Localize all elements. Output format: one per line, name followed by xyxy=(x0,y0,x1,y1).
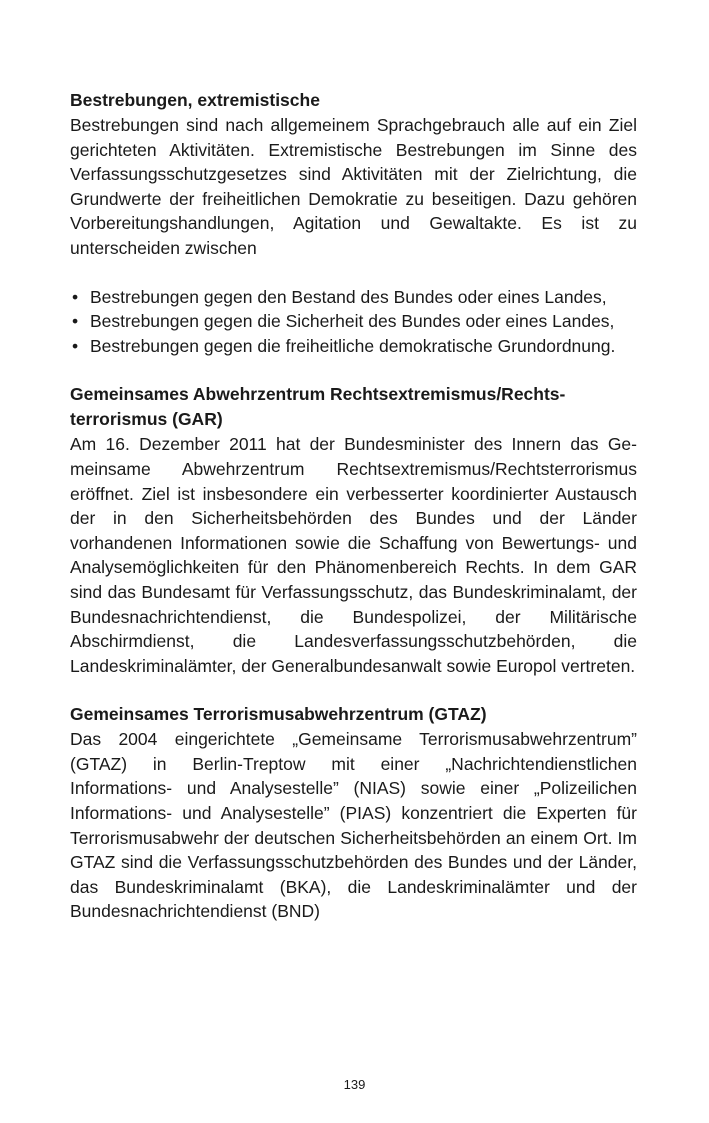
paragraph-spacer xyxy=(70,261,637,285)
section-heading: Gemeinsames Abwehrzentrum Rechtsextremismus/Rechtsterrorismus (GAR) xyxy=(70,384,566,430)
list-item xyxy=(70,309,637,334)
section-body: Bestrebungen sind nach allgemeinem Sprachgebrauch alle auf ein Ziel gerichteten Aktivitäten. Extremistische Bestrebungen im Sinne des Verfassungsschutzgesetzes sind Aktivitäten mit der Zielrichtung, die Grundwerte der freiheitlichen Demokratie zu beseitigen. Dazu gehören Vorbereitungshandlungen, Agitation und Gewaltakte. Es ist zu unterscheiden zwischen xyxy=(70,115,637,258)
bullet-icon: • xyxy=(72,286,79,307)
section-body: Das 2004 eingerichtete „Gemeinsame Terrorismusabwehrzentrum” (GTAZ) in Berlin-Treptow mit einer „Nachrichtendienstlichen Informations- und Analysestelle” (NIAS) sowie einer „Polizeilichen Informations- und Analysestelle” (PIAS) konzentriert die Experten für Terrorismusabwehr der deutschen Sicherheitsbehörden an einem Ort. Im GTAZ sind die Verfassungsschutzbehörden des Bundes und der Länder, das Bundeskriminalamt (BKA), die Landeskriminalämter und der Bundesnachrichtendienst (BND) xyxy=(70,729,637,922)
section-body: Am 16. Dezember 2011 hat der Bundesminister des Innern das Gemeinsame Abwehrzentrum Rechtsextremismus/Rechtsterrorismus eröffnet. Ziel ist insbesondere ein verbesserter koordinierter Austausch der in den Sicherheitsbehörden des Bundes und der Länder vorhandenen Informationen sowie die Schaffung von Bewertungs- und Analysemöglichkeiten für den Phänomenbereich Rechts. In dem GAR sind das Bundesamt für Verfassungsschutz, das Bundeskriminalamt, der Bundesnachrichtendienst, die Bundespolizei, der Militärische Abschirmdienst, die Landesverfassungsschutzbehörden, die Landeskriminalämter, der Generalbundesanwalt sowie Europol vertreten. xyxy=(70,434,637,676)
list-item-text: Bestrebungen gegen die freiheitliche demokratische Grundordnung. xyxy=(90,335,616,356)
list-item xyxy=(70,334,637,359)
section-gar xyxy=(70,382,637,678)
bullet-icon: • xyxy=(72,335,79,356)
page-number: 139 xyxy=(343,1077,366,1092)
section-heading: Bestrebungen, extremistische xyxy=(70,90,320,110)
page-content xyxy=(70,88,637,948)
section-bestrebungen xyxy=(70,88,637,358)
section-gtaz xyxy=(70,702,637,924)
section-heading: Gemeinsames Terrorismusabwehrzentrum (GTAZ) xyxy=(70,704,487,725)
bullet-list xyxy=(70,285,637,359)
bullet-icon: • xyxy=(72,311,79,332)
list-item-text: Bestrebungen gegen den Bestand des Bundes oder eines Landes, xyxy=(90,286,607,307)
list-item xyxy=(70,285,637,310)
list-item-text: Bestrebungen gegen die Sicherheit des Bundes oder eines Landes, xyxy=(90,311,615,332)
